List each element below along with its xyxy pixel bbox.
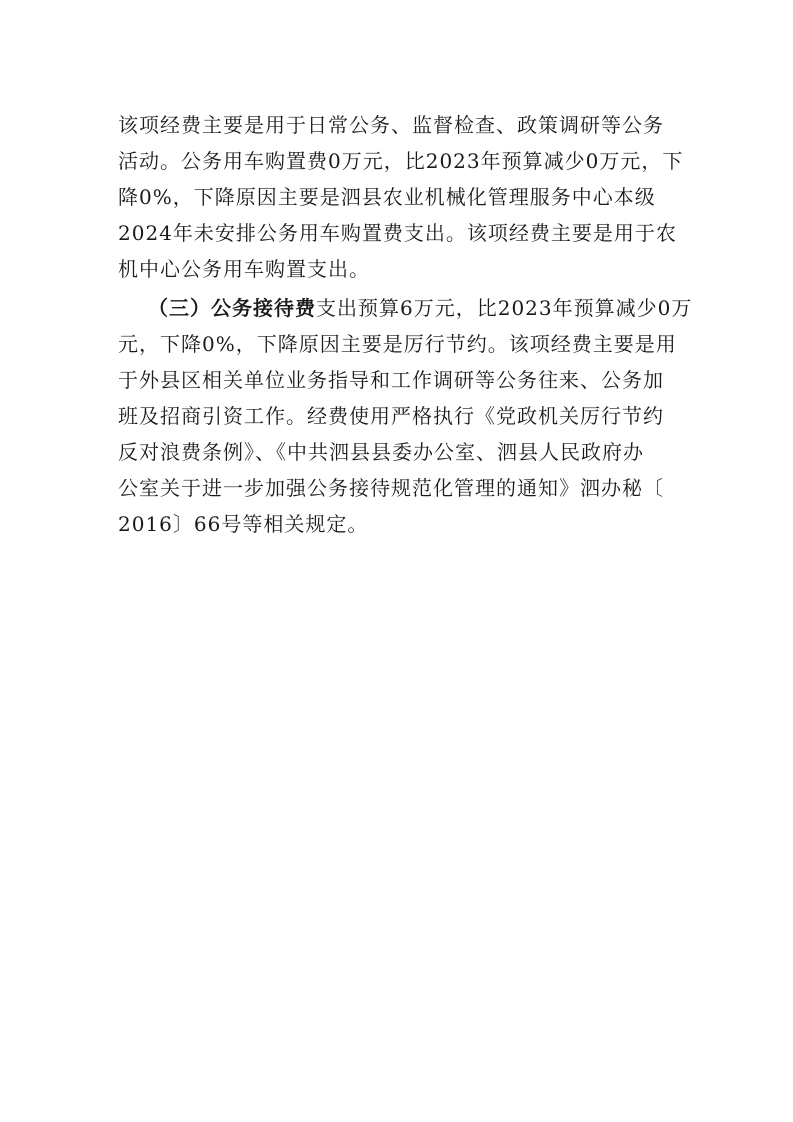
paragraph-line: 公室关于进一步加强公务接待规范化管理的通知》泗办秘〔 (118, 476, 664, 500)
section-three-text: 支出预算6万元，比2023年预算减少0万 (316, 296, 693, 320)
paragraph-line: 班及招商引资工作。经费使用严格执行《党政机关厉行节约 (118, 404, 664, 428)
paragraph-line: 2016〕66号等相关规定。 (118, 512, 369, 536)
paragraph-line: 2024年未安排公务用车购置费支出。该项经费主要是用于农 (118, 221, 677, 245)
paragraph-line: 反对浪费条例》、《中共泗县县委办公室、泗县人民政府办 (118, 440, 644, 464)
paragraph-line: 于外县区相关单位业务指导和工作调研等公务往来、公务加 (118, 368, 664, 392)
paragraph-line: 降0%，下降原因主要是泗县农业机械化管理服务中心本级 (118, 185, 656, 209)
section-three-heading: （三）公务接待费 (148, 296, 316, 320)
paragraph-line: 活动。公务用车购置费0万元，比2023年预算减少0万元，下 (118, 149, 684, 173)
paragraph-line: 该项经费主要是用于日常公务、监督检查、政策调研等公务 (118, 113, 664, 137)
section-three-first-line (148, 296, 692, 320)
paragraph-line: 元，下降0%，下降原因主要是厉行节约。该项经费主要是用 (118, 332, 677, 356)
paragraph-line: 机中心公务用车购置支出。 (118, 257, 370, 281)
